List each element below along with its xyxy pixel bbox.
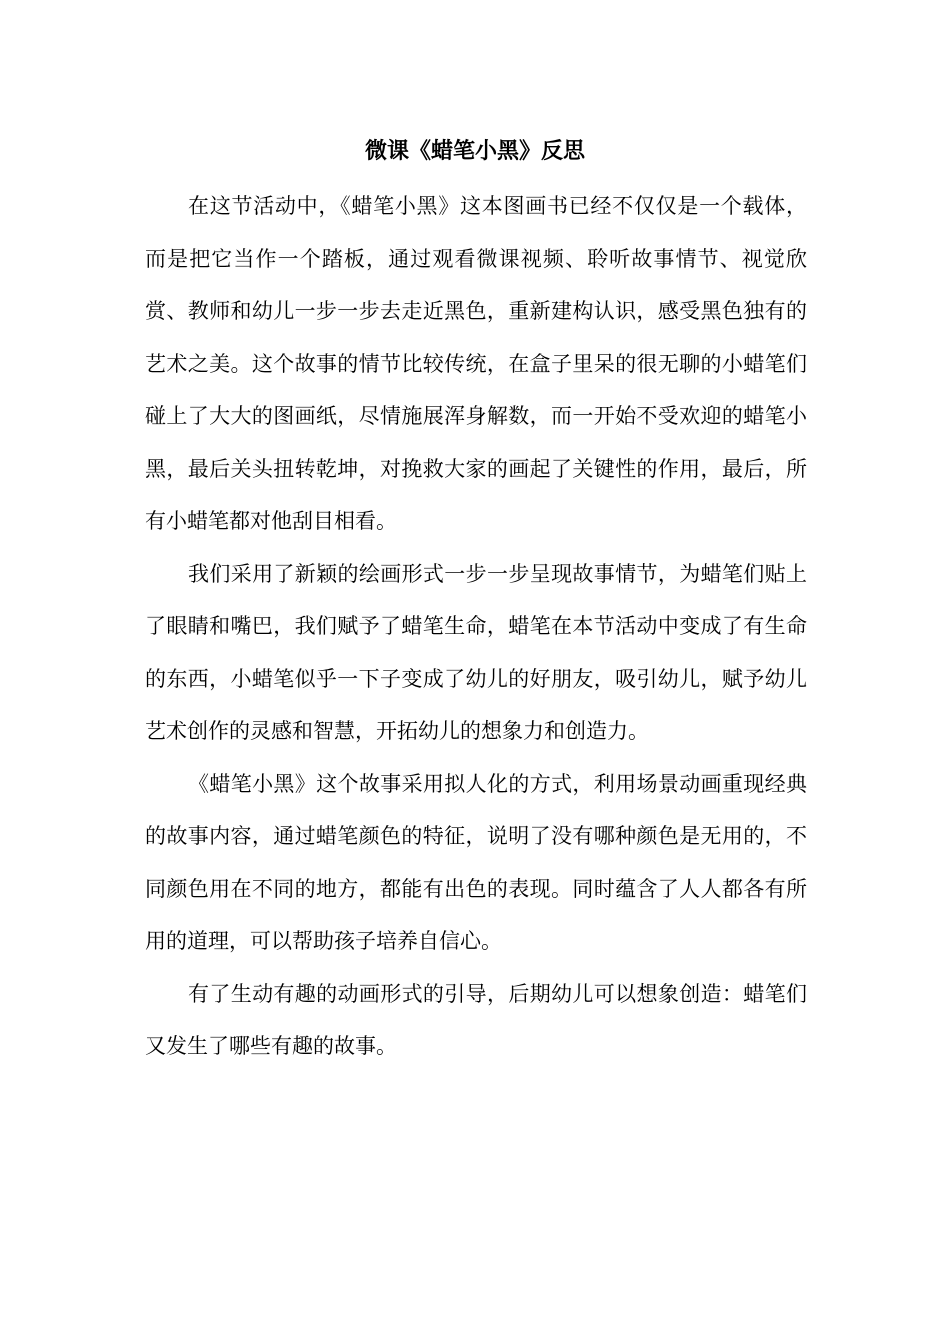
paragraph-2: 我们采用了新颖的绘画形式一步一步呈现故事情节，为蜡笔们贴上了眼睛和嘴巴，我们赋予了蜡笔生命，蜡笔在本节活动中变成了有生命的东西，小蜡笔似乎一下子变成了幼儿的好朋友，吸引幼儿，赋予幼儿艺术创作的灵感和智慧，开拓幼儿的想象力和创造力。: [145, 561, 807, 743]
document-title: 微课《蜡笔小黑》反思: [364, 138, 585, 164]
paragraph-1: 在这节活动中，《蜡笔小黑》这本图画书已经不仅仅是一个载体，而是把它当作一个踏板，通过观看微课视频、聆听故事情节、视觉欣赏、教师和幼儿一步一步去走近黑色，重新建构认识，感受黑色独有的艺术之美。这个故事的情节比较传统，在盒子里呆的很无聊的小蜡笔们碰上了大大的图画纸，尽情施展浑身解数，而一开始不受欢迎的蜡笔小黑，最后关头扭转乾坤，对挽救大家的画起了关键性的作用，最后，所有小蜡笔都对他刮目相看。: [145, 194, 807, 533]
document-body: [145, 180, 807, 1073]
paragraph-3: 《蜡笔小黑》这个故事采用拟人化的方式，利用场景动画重现经典的故事内容，通过蜡笔颜色的特征，说明了没有哪种颜色是无用的，不同颜色用在不同的地方，都能有出色的表现。同时蕴含了人人都各有所用的道理，可以帮助孩子培养自信心。: [145, 771, 807, 953]
paragraph-4: 有了生动有趣的动画形式的引导，后期幼儿可以想象创造：蜡笔们又发生了哪些有趣的故事。: [145, 981, 807, 1058]
